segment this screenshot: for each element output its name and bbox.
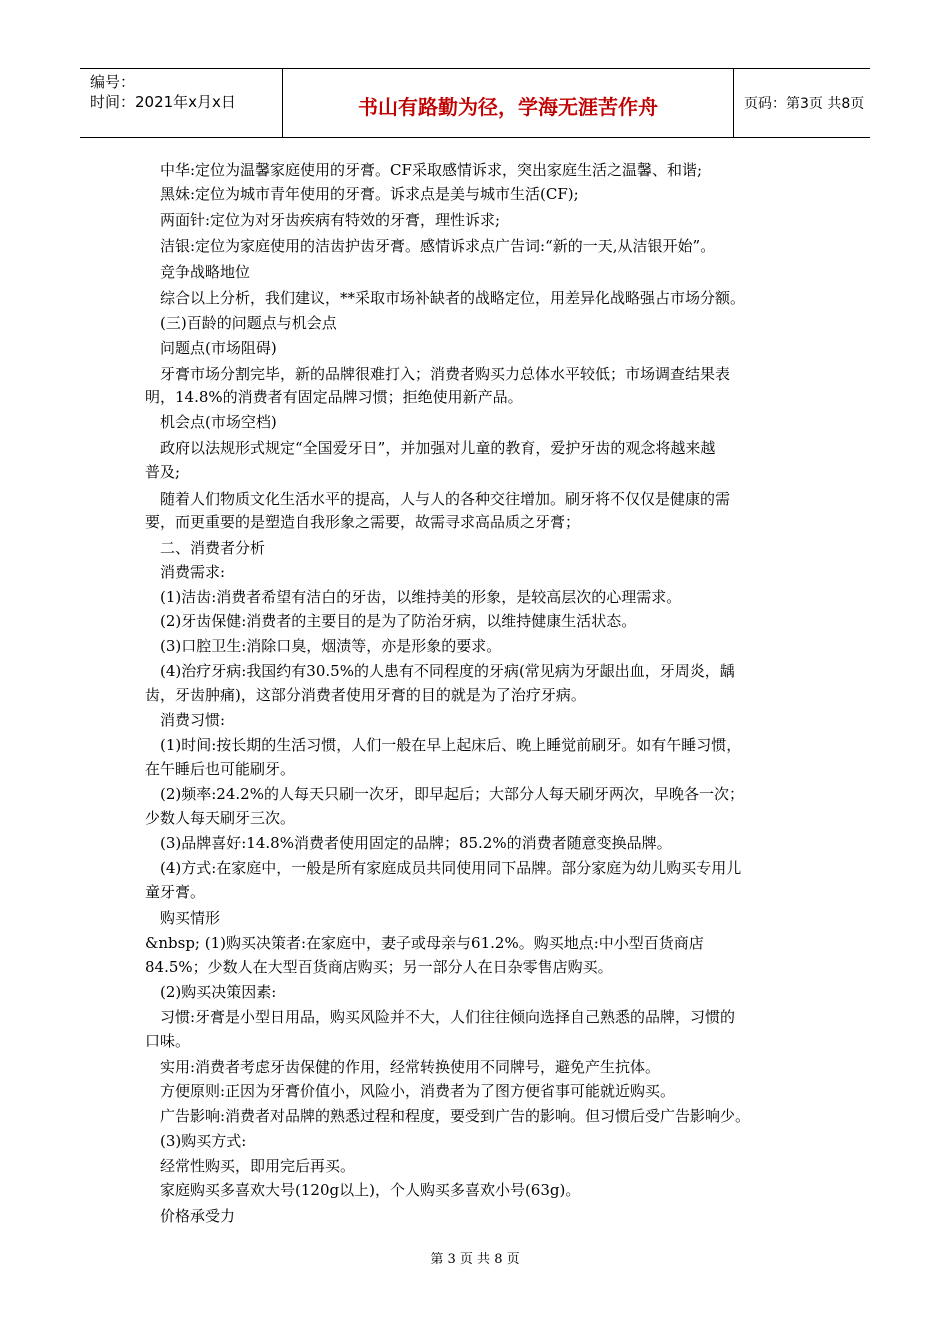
text-line: (3)口腔卫生:消除口臭，烟渍等，亦是形象的要求。 xyxy=(160,637,502,655)
text-line: 经常性购买，即用完后再买。 xyxy=(160,1157,356,1175)
section-heading: 购买情形 xyxy=(160,909,221,927)
section-heading: 问题点(市场阻碍) xyxy=(160,339,277,357)
section-heading: 竞争战略地位 xyxy=(160,263,251,281)
text-line: 习惯:牙膏是小型日用品，购买风险并不大，人们往往倾向选择自己熟悉的品牌，习惯的 xyxy=(160,1008,736,1026)
section-heading: 消费需求: xyxy=(160,563,226,581)
section-heading: (2)购买决策因素: xyxy=(160,983,277,1001)
time-label: 时间：2021年x月x日 xyxy=(90,93,236,111)
text-line: 中华:定位为温馨家庭使用的牙膏。CF采取感情诉求，突出家庭生活之温馨、和谐; xyxy=(160,161,702,179)
text-line: 家庭购买多喜欢大号(120g以上)，个人购买多喜欢小号(63g)。 xyxy=(160,1181,581,1199)
text-line: 广告影响:消费者对品牌的熟悉过程和程度，要受到广告的影响。但习惯后受广告影响少。 xyxy=(160,1107,751,1125)
section-heading: 价格承受力 xyxy=(160,1207,236,1225)
text-line: (1)洁齿:消费者希望有洁白的牙齿，以维持美的形象，是较高层次的心理需求。 xyxy=(160,588,682,606)
section-heading: (三)百龄的问题点与机会点 xyxy=(160,314,337,332)
text-line: 童牙膏。 xyxy=(145,883,206,901)
header-left-cell xyxy=(80,69,282,137)
text-line: 明，14.8%的消费者有固定品牌习惯；拒绝使用新产品。 xyxy=(145,388,523,406)
text-line: (4)治疗牙病:我国约有30.5%的人患有不同程度的牙病(常见病为牙龈出血，牙周炎，龋 xyxy=(160,662,735,680)
page-footer: 第 3 页 共 8 页 xyxy=(430,1252,520,1267)
text-line: (2)频率:24.2%的人每天只刷一次牙，即早起后；大部分人每天刷牙两次，早晚各一次； xyxy=(160,785,744,803)
section-heading: 二、消费者分析 xyxy=(160,539,266,557)
header-motto-cell xyxy=(282,69,734,137)
text-line: 口味。 xyxy=(145,1032,191,1050)
section-heading: 机会点(市场空档) xyxy=(160,413,277,431)
motto: 书山有路勤为径，学海无涯苦作舟 xyxy=(358,95,658,119)
text-line: 牙膏市场分割完毕，新的品牌很难打入；消费者购买力总体水平较低；市场调查结果表 xyxy=(160,365,731,383)
number-label: 编号： xyxy=(90,73,136,91)
text-line: &nbsp; (1)购买决策者:在家庭中，妻子或母亲与61.2%。购买地点:中小型百货商店 xyxy=(145,934,704,952)
text-line: (2)牙齿保健:消费者的主要目的是为了防治牙病，以维持健康生活状态。 xyxy=(160,612,637,630)
text-line: 政府以法规形式规定“全国爱牙日”，并加强对儿童的教育，爱护牙齿的观念将越来越 xyxy=(160,439,716,457)
text-line: 实用:消费者考虑牙齿保健的作用，经常转换使用不同牌号，避免产生抗体。 xyxy=(160,1058,661,1076)
section-heading: (3)购买方式: xyxy=(160,1132,247,1150)
text-line: 黑妹:定位为城市青年使用的牙膏。诉求点是美与城市生活(CF); xyxy=(160,185,579,203)
text-line: 综合以上分析，我们建议，**采取市场补缺者的战略定位，用差异化战略强占市场分额。 xyxy=(160,289,746,307)
text-line: (3)品牌喜好:14.8%消费者使用固定的品牌；85.2%的消费者随意变换品牌。 xyxy=(160,834,672,852)
header-right-cell xyxy=(734,69,870,137)
text-line: 要，而更重要的是塑造自我形象之需要，故需寻求高品质之牙膏； xyxy=(145,513,581,531)
page-info: 页码：第3页 共8页 xyxy=(744,96,865,112)
section-heading: 消费习惯: xyxy=(160,711,226,729)
text-line: (4)方式:在家庭中，一般是所有家庭成员共同使用同下品牌。部分家庭为幼儿购买专用儿 xyxy=(160,859,742,877)
text-line: 齿，牙齿肿痛)，这部分消费者使用牙膏的目的就是为了治疗牙病。 xyxy=(145,686,586,704)
text-line: 在午睡后也可能刷牙。 xyxy=(145,760,296,778)
text-line: 两面针:定位为对牙齿疾病有特效的牙膏，理性诉求; xyxy=(160,211,501,229)
text-line: 普及; xyxy=(145,463,181,481)
text-line: (1)时间:按长期的生活习惯，人们一般在早上起床后、晚上睡觉前刷牙。如有午睡习惯， xyxy=(160,736,742,754)
text-line: 随着人们物质文化生活水平的提高，人与人的各种交往增加。刷牙将不仅仅是健康的需 xyxy=(160,490,731,508)
text-line: 方便原则:正因为牙膏价值小，风险小，消费者为了图方便省事可能就近购买。 xyxy=(160,1082,676,1100)
header-table xyxy=(80,68,870,138)
text-line: 84.5%；少数人在大型百货商店购买；另一部分人在日杂零售店购买。 xyxy=(145,958,613,976)
text-line: 洁银:定位为家庭使用的洁齿护齿牙膏。感情诉求点广告词:“新的一天,从洁银开始”。 xyxy=(160,237,716,255)
text-line: 少数人每天刷牙三次。 xyxy=(145,809,296,827)
